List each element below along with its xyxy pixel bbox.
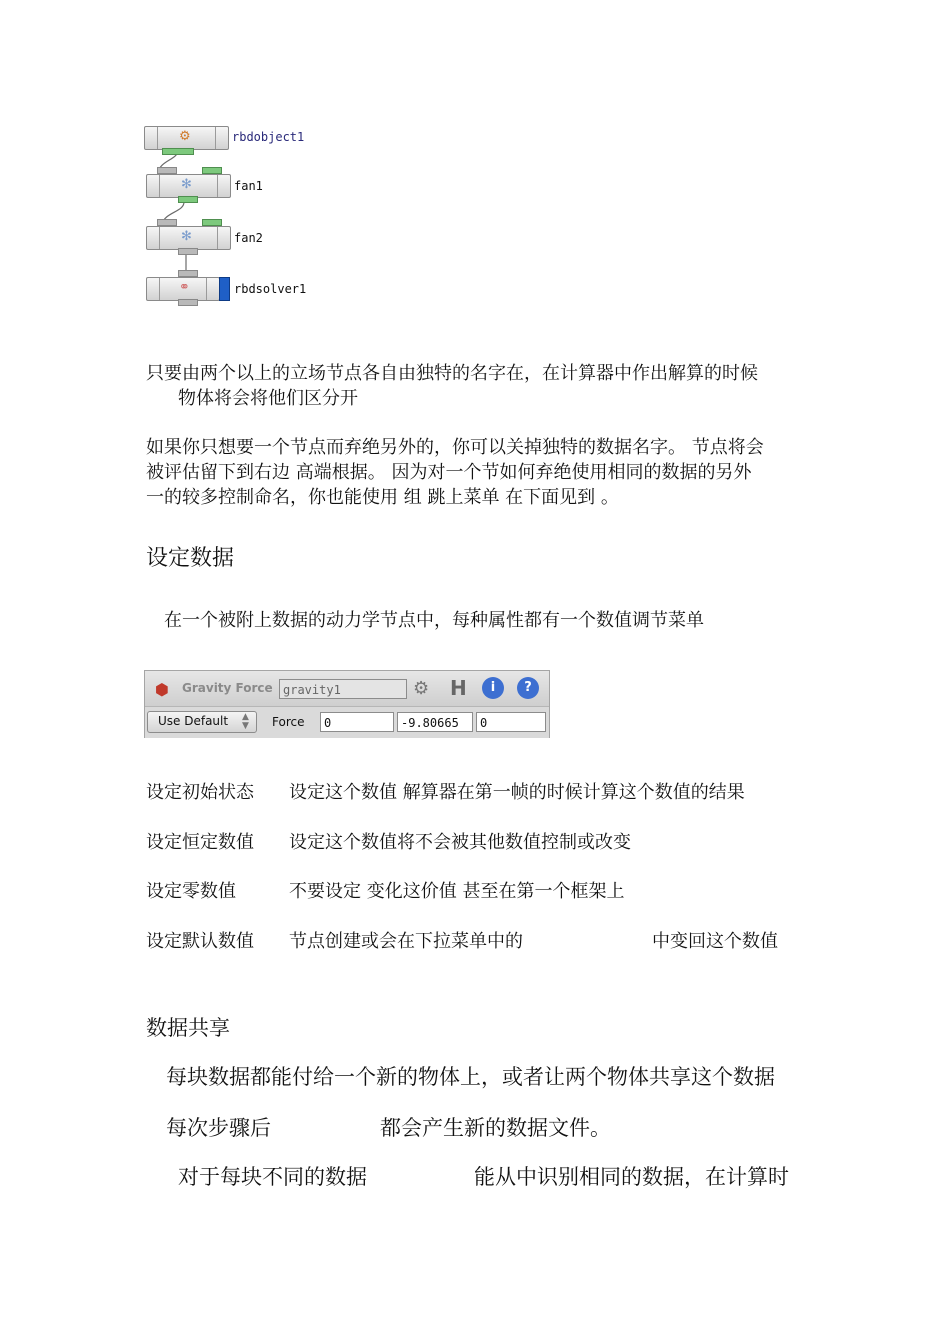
gravity-node-icon: ⬢ [155,680,169,699]
option-desc: 设定这个数值 解算器在第一帧的时候计算这个数值的结果 [289,782,745,803]
display-flag[interactable] [219,277,230,301]
solver-icon: ⚭ [179,280,190,295]
paragraph-line: 物体将会将他们区分开 [178,388,358,409]
paragraph-line: 被评估留下到右边 高端根据。 因为对一个节如何弃绝使用相同的数据的另外 [146,462,752,483]
info-icon[interactable]: i [482,677,504,699]
output-port[interactable] [178,299,198,306]
node-label: fan2 [234,231,263,245]
section-heading: 数据共享 [146,1016,230,1040]
option-desc: 设定这个数值将不会被其他数值控制或改变 [289,832,631,853]
node-label: rbdsolver1 [234,282,307,296]
force-y-field[interactable]: -9.80665 [397,712,473,732]
panel-params [145,706,549,738]
node-fan1[interactable] [146,174,231,198]
force-x-field[interactable]: 0 [320,712,394,732]
help-h-icon[interactable]: H [450,676,467,700]
output-port[interactable] [178,248,198,255]
paragraph-line: 对于每块不同的数据 [178,1165,367,1189]
fan-icon: ✻ [181,229,192,244]
option-label: 设定默认数值 [146,931,254,952]
paragraph-line: 都会产生新的数据文件。 [380,1116,611,1140]
force-z-field[interactable]: 0 [476,712,546,732]
input-port[interactable] [202,219,222,226]
input-port[interactable] [157,219,177,226]
output-port[interactable] [162,148,194,155]
node-rbdobject1[interactable] [144,126,229,150]
paragraph-line: 能从中识别相同的数据，在计算时 [474,1165,789,1189]
input-port[interactable] [178,270,198,277]
dropdown-value: Use Default [158,714,229,728]
input-port[interactable] [202,167,222,174]
node-rbdsolver1[interactable] [146,277,220,301]
node-label: rbdobject1 [232,130,305,144]
option-desc: 不要设定 变化这价值 甚至在第一个框架上 [289,881,625,902]
rbd-object-icon: ⚙ [179,129,191,144]
option-desc: 节点创建或会在下拉菜单中的 [289,931,523,952]
stepper-arrows-icon: ▲ ▼ [242,712,249,731]
node-type-label: Gravity Force [182,681,273,695]
gravity-force-panel [144,670,550,738]
gear-icon[interactable]: ⚙ [413,678,430,699]
output-port[interactable] [178,196,198,203]
section-intro: 在一个被附上数据的动力学节点中，每种属性都有一个数值调节菜单 [164,610,704,631]
paragraph-line: 每次步骤后 [166,1116,271,1140]
node-fan2[interactable] [146,226,231,250]
param-label: Force [272,715,305,729]
node-name-field[interactable]: gravity1 [279,679,407,699]
value-mode-dropdown[interactable] [147,711,257,733]
node-label: fan1 [234,179,263,193]
paragraph-line: 只要由两个以上的立场节点各自由独特的名字在，在计算器中作出解算的时候 [146,363,758,384]
option-desc-tail: 中变回这个数值 [652,931,778,952]
option-label: 设定初始状态 [146,782,254,803]
section-heading: 设定数据 [146,546,235,571]
option-label: 设定恒定数值 [146,832,254,853]
option-label: 设定零数值 [146,881,236,902]
input-port[interactable] [157,167,177,174]
help-icon[interactable]: ? [517,677,539,699]
panel-header [145,671,549,706]
paragraph-line: 如果你只想要一个节点而弃绝另外的，你可以关掉独特的数据名字。 节点将会 [146,437,764,458]
fan-icon: ✻ [181,177,192,192]
paragraph-line: 每块数据都能付给一个新的物体上，或者让两个物体共享这个数据 [166,1065,775,1089]
paragraph-line: 一的较多控制命名，你也能使用 组 跳上菜单 在下面见到 。 [146,487,619,508]
